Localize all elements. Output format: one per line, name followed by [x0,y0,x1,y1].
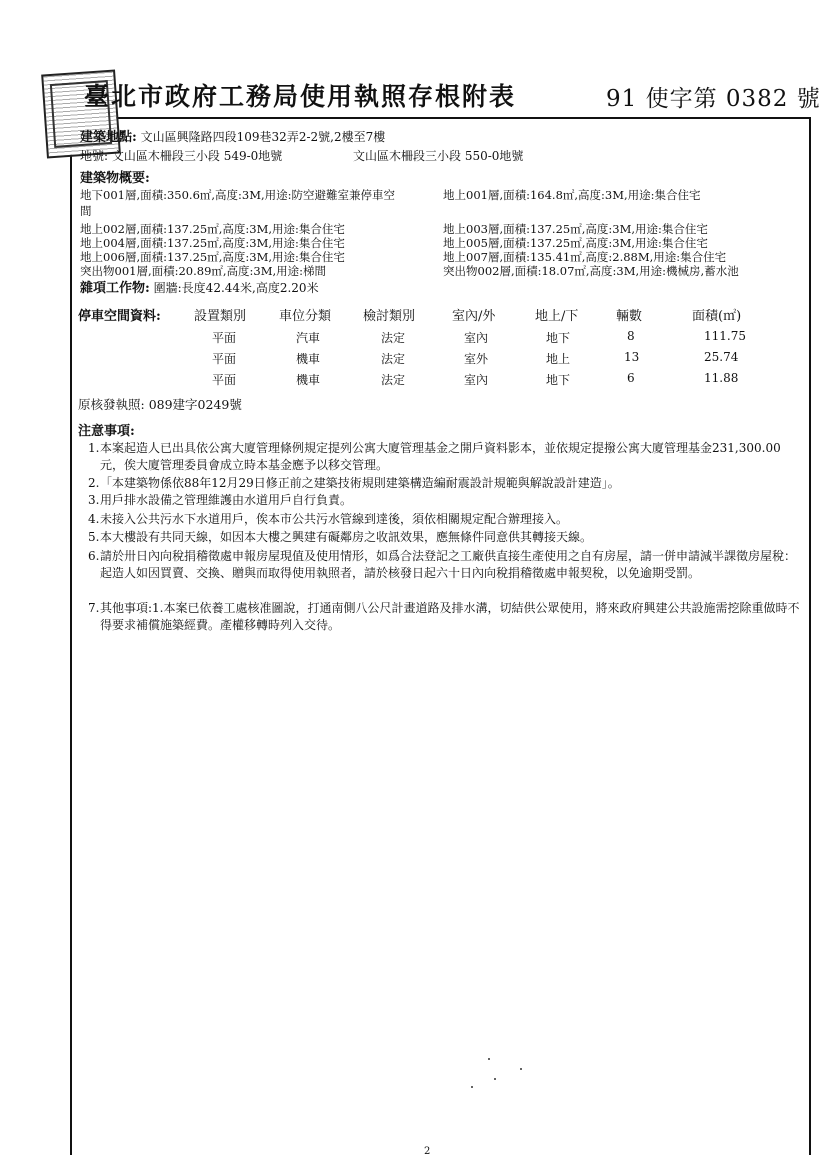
scan-speck [520,1068,522,1070]
notes-heading: 注意事項: [78,424,135,439]
cell: 法定 [381,352,406,366]
cell: 機車 [296,352,321,366]
cell: 8 [627,329,635,343]
cell: 地上 [546,352,571,366]
cell: 地下 [546,373,571,387]
misc-works-line [80,281,319,296]
parking-label: 停車空間資料: [78,309,161,324]
cell: 法定 [381,331,406,345]
original-permit-value: 089建字0249號 [148,397,242,412]
overview-label: 建築物概要: [80,171,150,186]
note-text: 請於卅日內向稅捐稽徵處申報房屋現值及使用情形，如爲合法登記之工廠供直接生產使用之自有房屋，請一併申請減半課徵房屋稅：起造人如因買賣、交換、贈與而取得使用執照者，請於核發日起六十日內向稅捐稽徵處申報契稅，以免逾期受罰。 [100,549,797,580]
note-item-5 [88,529,800,546]
scan-speck [471,1086,473,1088]
overview-f2: 地上002層,面積:137.25㎡,高度:3M,用途:集合住宅 [80,222,345,236]
parking-header-type: 設置類別 [194,309,247,324]
note-number: 7. [88,601,100,615]
page-number: 2 [424,1146,431,1157]
cell: 室內 [464,373,489,387]
note-number: 4. [88,512,100,526]
parking-header-class: 車位分類 [279,309,332,324]
table-row [0,329,840,345]
lots-line [80,149,282,163]
parking-header-inout: 室內/外 [452,309,496,324]
table-row [0,371,840,387]
cell: 室外 [464,352,489,366]
page-frame-left [70,92,72,1155]
note-text: 用戶排水設備之管理維護由水道用戶自行負責。 [100,493,353,507]
lot-1: 文山區木柵段三小段 549-0地號 [111,149,283,163]
cell: 111.75 [704,329,746,343]
note-item-6 [88,548,800,582]
overview-f7: 地上007層,面積:135.41㎡,高度:2.88M,用途:集合住宅 [443,250,727,264]
note-text: 其他事項:1.本案已依養工處核准圖說，打通南側八公尺計畫道路及排水溝，切結供公眾使用，將來政府興建公共設施需挖除重做時不得要求補償施築經費。產權移轉時列入交待。 [100,601,800,632]
cell: 地下 [546,331,571,345]
misc-works-label: 雜項工作物: [80,281,150,296]
cell: 汽車 [296,331,321,345]
original-permit-line [78,398,242,412]
cell: 25.74 [704,350,739,364]
lot-2: 文山區木柵段三小段 550-0地號 [353,149,524,163]
document-title: 臺北市政府工務局使用執照存根附表 [84,82,517,111]
scan-speck [488,1058,490,1060]
cell: 平面 [212,373,237,387]
overview-b1: 地下001層,面積:350.6㎡,高度:3M,用途:防空避難室兼停車空 [80,188,396,202]
note-item-3 [88,492,800,509]
title-rule [72,117,811,119]
note-text: 未接入公共污水下水道用戶，俟本市公共污水管線到達後，須依相關規定配合辦理接入。 [100,512,569,526]
note-text: 本案起造人已出具依公寓大廈管理條例規定提列公寓大廈管理基金之開戶資料影本，並依規定提撥公寓大廈管理基金231,300.00元，俟大廈管理委員會成立時本基金應予以移交管理。 [100,441,781,472]
parking-header-area: 面積(㎡) [692,309,742,324]
page-frame-right [809,118,811,1155]
note-number: 3. [88,493,100,507]
cell: 11.88 [704,371,739,385]
cell: 13 [624,350,640,364]
note-item-7 [88,600,800,634]
note-item-1 [88,440,800,474]
overview-f5: 地上005層,面積:137.25㎡,高度:3M,用途:集合住宅 [443,236,708,250]
original-permit-label: 原核發執照: [78,397,145,412]
address-label: 建築地點: [80,130,137,145]
overview-r1: 突出物001層,面積:20.89㎡,高度:3M,用途:梯間 [80,264,327,278]
table-row [0,350,840,366]
scan-speck [494,1078,496,1080]
overview-f1: 地上001層,面積:164.8㎡,高度:3M,用途:集合住宅 [443,188,701,202]
address-line [80,130,385,145]
cell: 6 [627,371,635,385]
note-number: 2. [88,476,100,490]
note-text: 「本建築物係依88年12月29日修正前之建築技術規則建築構造編耐震設計規範與解說設計建造」。 [100,476,620,490]
parking-header-level: 地上/下 [535,309,579,324]
misc-works-value: 圍牆:長度42.44米,高度2.20米 [153,281,319,295]
overview-f3: 地上003層,面積:137.25㎡,高度:3M,用途:集合住宅 [443,222,708,236]
cell: 室內 [464,331,489,345]
note-number: 1. [88,441,100,455]
parking-header-row [0,305,840,324]
overview-f4: 地上004層,面積:137.25㎡,高度:3M,用途:集合住宅 [80,236,345,250]
lots-label: 地號: [80,149,109,163]
overview-r2: 突出物002層,面積:18.07㎡,高度:3M,用途:機械房,蓄水池 [443,264,739,278]
cell: 機車 [296,373,321,387]
note-item-4 [88,511,800,528]
permit-number: 91 使字第 0382 號 [606,86,821,112]
overview-b1-wrap: 間 [80,204,92,218]
parking-header-review: 檢討類別 [363,309,416,324]
note-number: 6. [88,549,100,563]
cell: 平面 [212,331,237,345]
address-value: 文山區興隆路四段109巷32弄2-2號,2樓至7樓 [140,130,386,144]
parking-header-count: 輛數 [616,309,643,324]
note-item-2 [88,475,800,492]
note-number: 5. [88,530,100,544]
note-text: 本大樓設有共同天線，如因本大樓之興建有礙鄰房之收訊效果，應無條件同意供其轉接天線。 [100,530,593,544]
overview-f6: 地上006層,面積:137.25㎡,高度:3M,用途:集合住宅 [80,250,345,264]
cell: 平面 [212,352,237,366]
cell: 法定 [381,373,406,387]
